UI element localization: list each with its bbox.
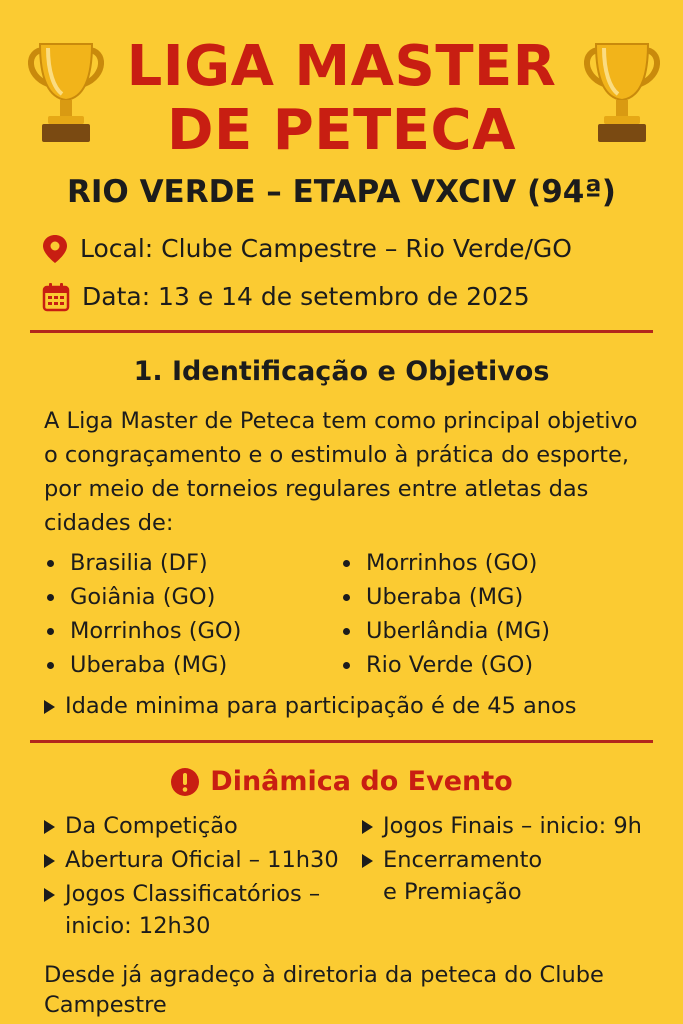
list-item: Jogos Classificatórios – inicio: 12h30 <box>44 878 354 942</box>
title-line-1: LIGA MASTER <box>126 34 557 99</box>
objectives-paragraph: A Liga Master de Peteca tem como principal objetivo o congraçamento e o estimulo à prática do esporte, por meio de torneios regulares entre atletas das cidades de: <box>44 408 638 536</box>
section-title-objectives: 1. Identificação e Objetivos <box>133 356 550 387</box>
list-item: Uberaba (MG) <box>44 648 334 682</box>
list-item: Uberlândia (MG) <box>340 614 640 648</box>
calendar-icon <box>42 282 70 312</box>
list-item: Morrinhos (GO) <box>44 614 334 648</box>
date-row <box>42 280 530 314</box>
list-item: Goiânia (GO) <box>44 580 334 614</box>
event-list-left <box>44 810 354 942</box>
date-text: Data: 13 e 14 de setembro de 2025 <box>82 282 530 311</box>
list-item: Morrinhos (GO) <box>340 546 640 580</box>
age-note: Idade minima para participação é de 45 anos <box>44 690 577 722</box>
section-title-event: Dinâmica do Evento <box>0 764 683 800</box>
subtitle: RIO VERDE – ETAPA VXCIV (94ª) <box>67 174 616 210</box>
divider <box>30 740 653 743</box>
list-item: Abertura Oficial – 11h30 <box>44 844 354 876</box>
alert-icon <box>170 767 200 797</box>
location-text: Local: Clube Campestre – Rio Verde/GO <box>80 234 572 263</box>
list-item: Uberaba (MG) <box>340 580 640 614</box>
cities-list-left <box>44 546 334 682</box>
list-item: Brasilia (DF) <box>44 546 334 580</box>
event-list-right <box>362 810 672 908</box>
cities-list-right <box>340 546 640 682</box>
arrow-right-icon <box>44 888 55 902</box>
trophy-icon <box>22 38 110 148</box>
list-item: Jogos Finais – inicio: 9h <box>362 810 672 842</box>
location-row <box>42 232 572 266</box>
trophy-icon <box>578 38 666 148</box>
arrow-right-icon <box>362 854 373 868</box>
list-item: Rio Verde (GO) <box>340 648 640 682</box>
divider <box>30 330 653 333</box>
closing-text: Desde já agradeço à diretoria da peteca do Clube Campestre <box>44 962 604 1018</box>
list-item: Da Competição <box>44 810 354 842</box>
arrow-right-icon <box>44 700 55 714</box>
arrow-right-icon <box>44 820 55 834</box>
list-item: Encerramento e Premiação <box>362 844 672 908</box>
location-pin-icon <box>42 234 68 264</box>
arrow-right-icon <box>44 854 55 868</box>
arrow-right-icon <box>362 820 373 834</box>
title-line-2: DE PETECA <box>167 98 516 163</box>
